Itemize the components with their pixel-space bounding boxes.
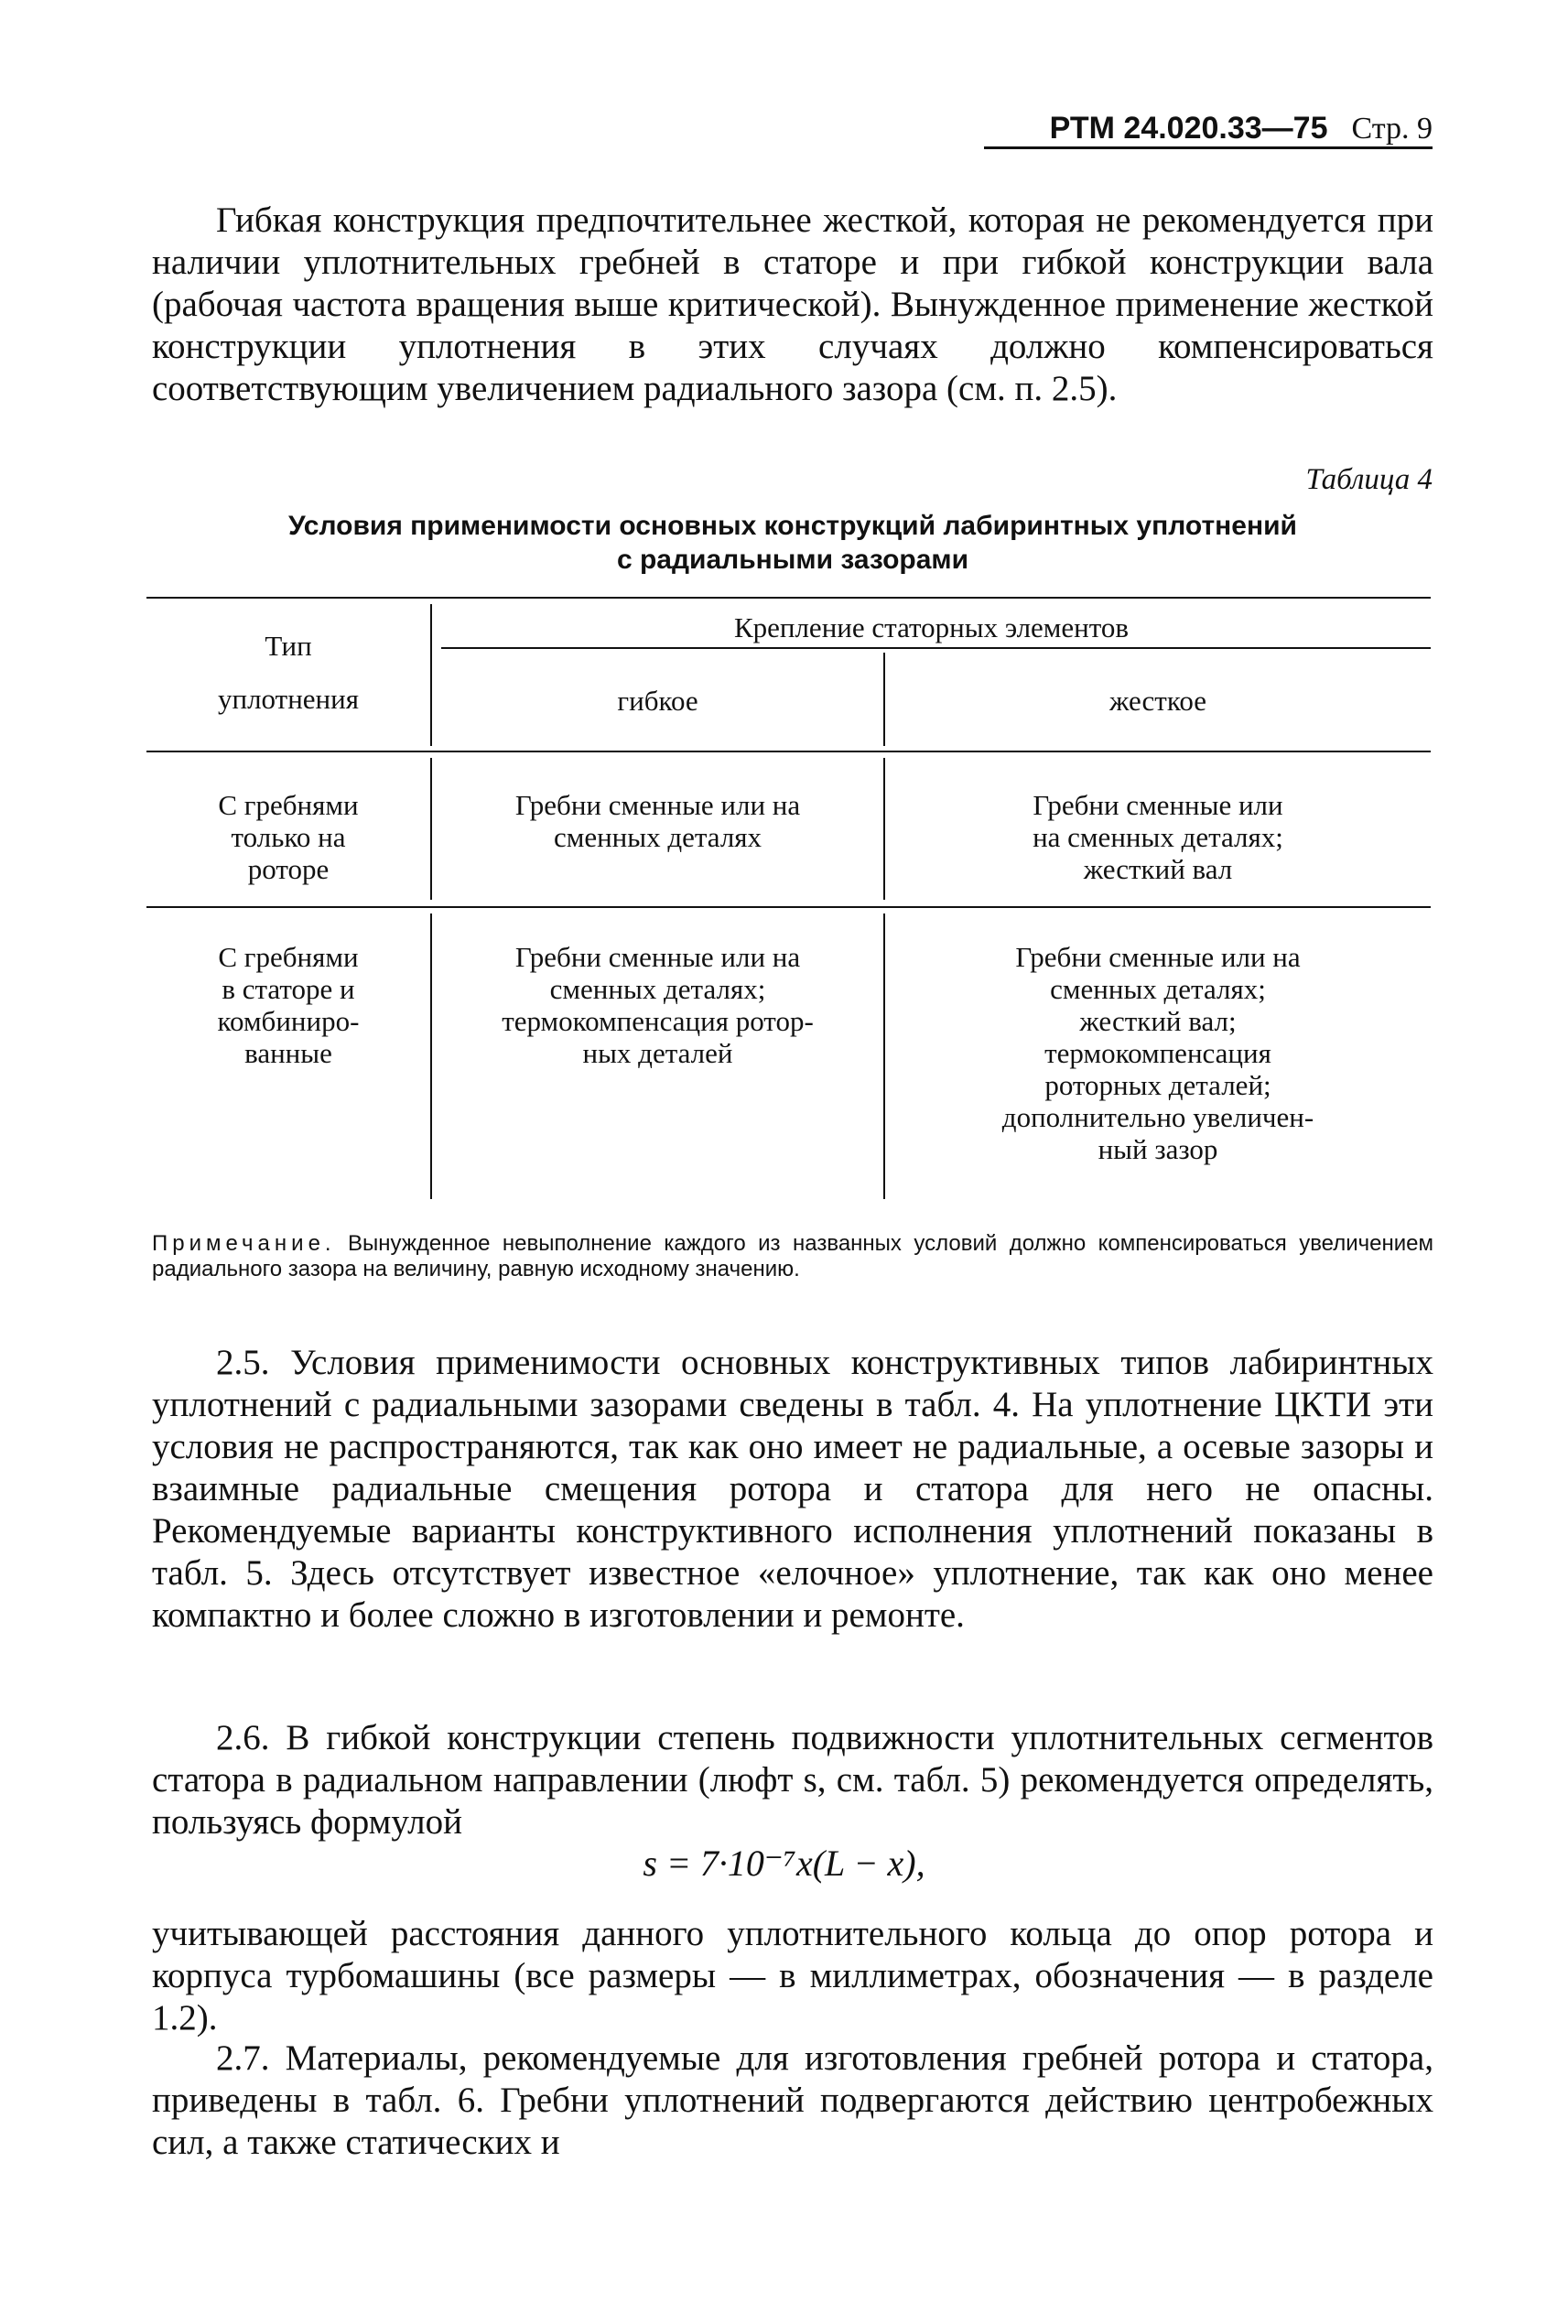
header-type-line-1: Тип bbox=[265, 630, 312, 662]
note-lead: Примечание. bbox=[152, 1231, 336, 1256]
header-flexible: гибкое bbox=[617, 685, 698, 717]
paragraph-2-5: 2.5. Условия применимости основных конструктивных типов лабиринтных уплотнений с радиальными зазорами сведены в табл. 4. На уплотнение ЦКТИ эти условия не распространяются, так как оно имеет не радиальные, а осевые зазоры и взаимные радиальные смещения ротора и статора для него не опасны. Рекомендуемые варианты конструктивного исполнения уплотнений показаны в табл. 5. Здесь отсутствует известное «елочное» уплотнение, так как оно менее компактно и более сложно в изготовлении и ремонте. bbox=[152, 1343, 1433, 1635]
table-group-rule bbox=[441, 647, 1431, 649]
page-header bbox=[984, 92, 1433, 149]
document-id: РТМ 24.020.33—75 bbox=[1049, 111, 1328, 146]
table-title-line-1: Условия применимости основных конструкций лабиринтных уплотнений bbox=[288, 511, 1297, 541]
row2-type: С гребнями в статоре и комбиниро- ванные bbox=[217, 941, 360, 1069]
paragraph-formula-continuation: учитывающей расстояния данного уплотнительного кольца до опор ротора и корпуса турбомашины (все размеры — в миллиметрах, обозначения — в разделе 1.2). bbox=[152, 1914, 1433, 2038]
header-stator-mounting: Крепление статорных элементов bbox=[733, 611, 1130, 643]
table-title bbox=[152, 509, 1433, 577]
row2-rigid: Гребни сменные или на сменных деталях; жесткий вал; термокомпенсация роторных деталей; дополнительно увеличен- ный зазор bbox=[1001, 941, 1314, 1165]
row1-type: С гребнями только на роторе bbox=[218, 789, 359, 885]
table-title-line-2: с радиальными зазорами bbox=[616, 545, 969, 575]
header-rigid: жесткое bbox=[1109, 685, 1206, 717]
paragraph-2-7: 2.7. Материалы, рекомендуемые для изготовления гребней ротора и статора, приведены в табл. 6. Гребни уплотнений подвергаются действию центробежных сил, а также статических и bbox=[152, 2038, 1433, 2162]
note-text: Вынужденное невыполнение каждого из названных условий должно компенсироваться увеличением радиального зазора на величину, равную исходному значению. bbox=[152, 1231, 1434, 1281]
page-number: Стр. 9 bbox=[1351, 112, 1433, 146]
table-row-rule bbox=[146, 906, 1431, 908]
row1-flexible: Гребни сменные или на сменных деталях bbox=[514, 789, 801, 853]
table-label: Таблица 4 bbox=[1305, 463, 1433, 496]
table-header-rule bbox=[146, 751, 1431, 752]
table-note bbox=[152, 1231, 1433, 1282]
header-type-line-2: уплотнения bbox=[218, 683, 359, 715]
row2-flexible: Гребни сменные или на сменных деталях; термокомпенсация ротор- ных деталей bbox=[502, 941, 814, 1069]
row1-rigid: Гребни сменные или на сменных деталях; жесткий вал bbox=[1033, 789, 1283, 885]
formula: s = 7·10⁻⁷x(L − x), bbox=[643, 1843, 925, 1884]
paragraph-flexible-vs-rigid: Гибкая конструкция предпочтительнее жесткой, которая не рекомендуется при наличии уплотнительных гребней в статоре и при гибкой конструкции вала (рабочая частота вращения выше критической). Вынужденное применение жесткой конструкции уплотнения в этих случаях должно компенсироваться соответствующим увеличением радиального зазора (см. п. 2.5). bbox=[152, 200, 1433, 408]
paragraph-2-6: 2.6. В гибкой конструкции степень подвижности уплотнительных сегментов статора в радиальном направлении (люфт s, см. табл. 5) рекомендуется определять, пользуясь формулой bbox=[152, 1718, 1433, 1842]
table-top-rule bbox=[146, 597, 1431, 599]
